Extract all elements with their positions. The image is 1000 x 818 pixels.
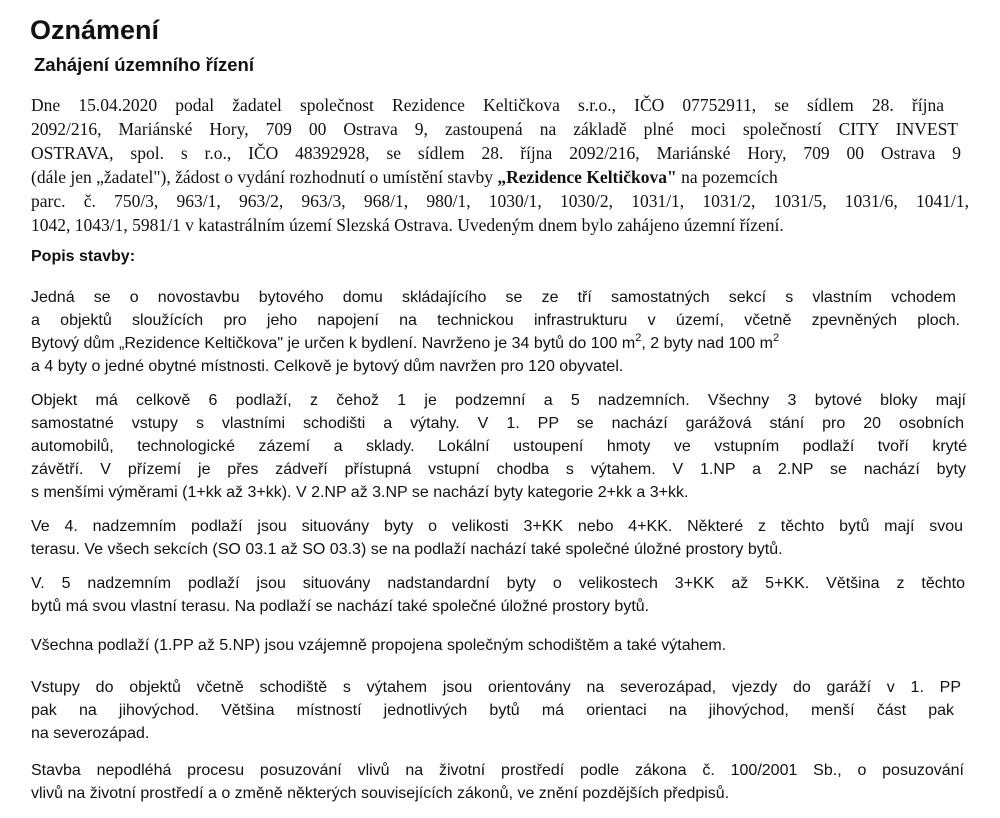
text-line: Ve 4. nadzemním podlaží jsou situovány byty o velikosti 3+KK nebo 4+KK. Některé z těchto bytů mají svou <box>31 518 963 535</box>
text-line: Stavba nepodléhá procesu posuzování vlivů na životní prostředí podle zákona č. 100/2001 Sb., o posuzování <box>31 762 964 779</box>
text-line: OSTRAVA, spol. s r.o., IČO 48392928, se sídlem 28. října 2092/216, Mariánské Hory, 709 00 Ostrava 9 <box>31 143 961 163</box>
text-line: 1042, 1043/1, 5981/1 v katastrálním území Slezská Ostrava. Uvedeným dnem bylo zahájeno územní řízení. <box>31 215 784 235</box>
text-line <box>31 166 966 188</box>
text-line: samostatné vstupy s vlastními schodišti a výtahy. V 1. PP se nachází garážová stání pro 20 osobních <box>31 415 964 432</box>
section-heading: Popis stavby: <box>31 248 136 265</box>
page-subtitle: Zahájení územního řízení <box>34 54 254 75</box>
text-line <box>31 333 779 355</box>
text-line: Všechna podlaží (1.PP až 5.NP) jsou vzájemně propojena společným schodištěm a také výtahem. <box>31 637 727 654</box>
text-line: Jedná se o novostavbu bytového domu skládajícího se ze tří samostatných sekcí s vlastním vchodem <box>31 289 956 306</box>
text-line: a objektů sloužících pro jeho napojení na technickou infrastrukturu v území, včetně zpevněných ploch. <box>31 312 960 329</box>
superscript: 2 <box>772 331 780 344</box>
text-line: Dne 15.04.2020 podal žadatel společnost Rezidence Keltičkova s.r.o., IČO 07752911, se sídlem 28. října <box>31 95 944 115</box>
text-span: Bytový dům „Rezidence Keltičkova" je určen k bydlení. Navrženo je 34 bytů do 100 m <box>31 335 636 352</box>
text-line: parc. č. 750/3, 963/1, 963/2, 963/3, 968/1, 980/1, 1030/1, 1030/2, 1031/1, 1031/2, 1031/5, 1031/6, 1041/1, <box>31 191 969 211</box>
text-line: V. 5 nadzemním podlaží jsou situovány nadstandardní byty o velikostech 3+KK až 5+KK. Většina z těchto <box>31 575 965 592</box>
page-title: Oznámení <box>30 15 160 45</box>
text-span: (dále jen „žadatel"), žádost o vydání rozhodnutí o umístění stavby <box>31 167 498 187</box>
text-line: závětří. V přízemí je přes zádveří přístupná vstupní chodba s výtahem. V 1.NP a 2.NP se nachází byty <box>31 461 966 478</box>
superscript: 2 <box>635 331 642 344</box>
text-span: na pozemcích <box>676 167 778 187</box>
text-span: , 2 byty nad 100 m <box>641 335 773 352</box>
text-line: 2092/216, Mariánské Hory, 709 00 Ostrava 9, zastoupená na základě plné moci společností CITY INVEST <box>31 119 958 139</box>
text-line: a 4 byty o jedné obytné místnosti. Celkově je bytový dům navržen pro 120 obyvatel. <box>31 358 624 375</box>
text-line: Vstupy do objektů včetně schodiště s výtahem jsou orientovány na severozápad, vjezdy do garáží v 1. PP <box>31 679 961 696</box>
text-line: s menšími výměrami (1+kk až 3+kk). V 2.NP až 3.NP se nachází byty kategorie 2+kk a 3+kk. <box>31 484 689 501</box>
text-line: na severozápad. <box>31 725 150 742</box>
text-line: Objekt má celkově 6 podlaží, z čehož 1 je podzemní a 5 nadzemních. Všechny 3 bytové bloky mají <box>31 392 966 409</box>
project-name: „Rezidence Keltičkova" <box>497 167 677 187</box>
text-line: terasu. Ve všech sekcích (SO 03.1 až SO 03.3) se na podlaží nachází také společné úložné prostory bytů. <box>31 541 783 558</box>
text-line: automobilů, technologické zázemí a sklady. Lokální ustoupení hmoty ve vstupním podlaží tvoří kryté <box>31 438 967 455</box>
text-line: pak na jihovýchod. Většina místností jednotlivých bytů má orientaci na jihovýchod, menší část pak <box>31 702 954 719</box>
text-line: bytů má svou vlastní terasu. Na podlaží se nachází také společné úložné prostory bytů. <box>31 598 650 615</box>
text-line: vlivů na životní prostředí a o změně některých souvisejících zákonů, ve znění pozdějších předpisů. <box>31 785 730 802</box>
